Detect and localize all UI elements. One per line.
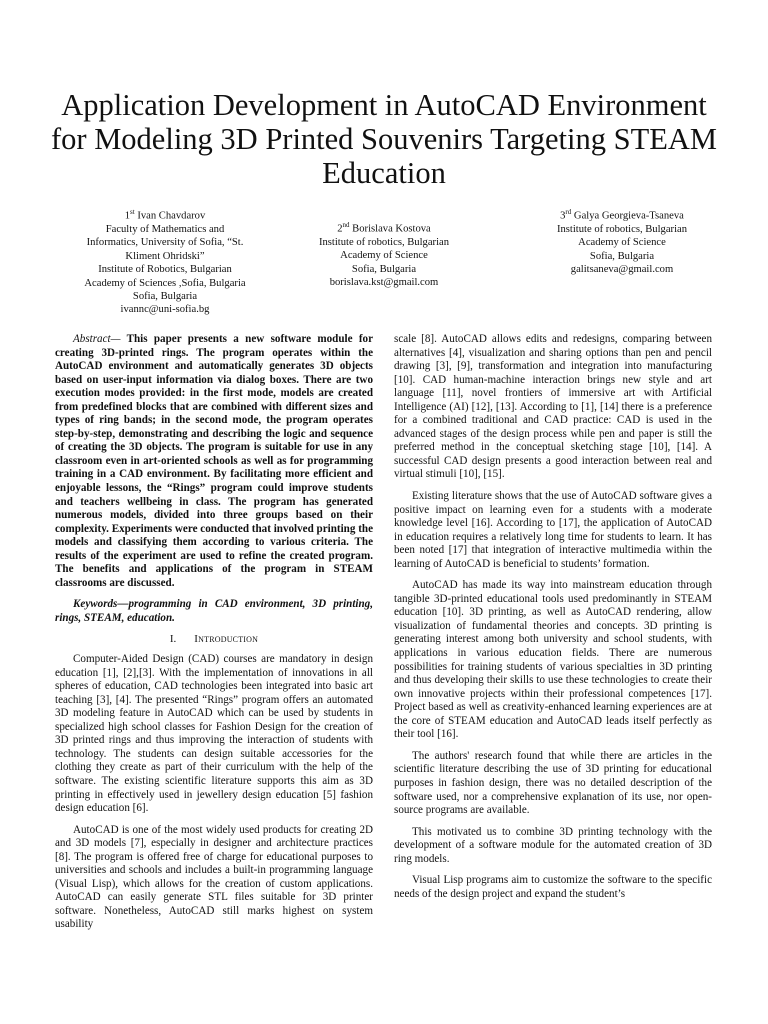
author-2-line: Sofia, Bulgaria	[351, 263, 417, 275]
right-column	[394, 333, 712, 909]
keywords-label: Keywords—	[73, 598, 129, 611]
author-1-line: Kliment Ohridski”	[125, 250, 205, 262]
body-paragraph: AutoCAD is one of the most widely used products for creating 2D and 3D models [7], especially in designer and architecture practices [8]. The program is offered free of charge for educational purposes to universities and schools and includes a built-in programming language (Visual Lisp), which allows for the creation of custom applications. AutoCAD can easily generate STL files suitable for 3D printer software. Nonetheless, AutoCAD still marks highest on system usability	[55, 823, 373, 931]
abstract	[55, 333, 373, 590]
left-column	[55, 333, 373, 940]
body-paragraph: scale [8]. AutoCAD allows edits and redesigns, comparing between alternatives [4], visualization and sharing options than pen and pencil drawing [3], [9], transformation and integration into manufacturing [10]. CAD human-machine interaction brings new style and art language [11], novel frontiers of immersive art with Artificial Intelligence (AI) [12], [13]. According to [1], [14] there is a preference for a combined traditional and CAD practice: CAD is used in the advanced stages of the design process while pen and paper is still the preferred method in the conceptual sketching stage [10], [14]. A successful CAD design presents a good interaction between real and virtual stimuli [10], [15].	[394, 333, 712, 481]
author-block-1	[52, 206, 278, 317]
author-block-2	[274, 219, 494, 290]
body-paragraph: This motivated us to combine 3D printing technology with the development of a software module for the automated creation of 3D ring models.	[394, 825, 712, 865]
author-1-line: Faculty of Mathematics and	[105, 223, 225, 235]
paper-title: Application Development in AutoCAD Environment for Modeling 3D Printed Souvenirs Targeting STEAM Education	[51, 88, 717, 190]
abstract-text: This paper presents a new software module for creating 3D-printed rings. The program operates within the AutoCAD environment and automatically generates 3D objects based on user-input information via dialog boxes. There are two execution modes provided: in the first mode, models are created from predefined blocks that are combined with different sizes and types of ring bands; in the second mode, the program operates step-by-step, demonstrating and describing the logic and sequence of creating the 3D objects. The program is suitable for use in any classroom even in art-oriented schools as well as for programming training in a CAD environment. By facilitating more efficient and enjoyable lessons, the “Rings” program could improve students and teachers wellbeing in class. The program has generated numerous models, divided into three groups based on their complexity. Experiments were conducted that involved printing the models and classifying them according to various criteria. The results of the experiment are used to refine the created program. The benefits and applications of the program in STEAM classrooms are discussed.	[55, 333, 373, 589]
author-1-line: Institute of Robotics, Bulgarian	[98, 264, 232, 276]
body-paragraph: Existing literature shows that the use of AutoCAD software gives a positive impact on learning even for a students with a moderate knowledge level [16]. According to [17], the application of AutoCAD in education requires a relatively long time for students to learn. It has been noted [17] that integration of interactive multimedia within the learning of AutoCAD is beneficial to students’ formation.	[394, 490, 712, 570]
section-title: Introduction	[194, 633, 259, 646]
section-heading-introduction	[55, 633, 373, 647]
body-paragraph: Computer-Aided Design (CAD) courses are mandatory in design education [1], [2],[3]. With the implementation of innovations in all spheres of education, CAD technologies been integrated into basic art teaching [3], [4]. The presented “Rings” program offers an automated 3D modeling feature in AutoCAD which can be used by students in specialized high school classes for Fashion Design for the creation of 3D printed rings and thus improving the interaction of students with technology. The students can design suitable accessories for the clothing they create as part of their curriculum with the help of the software. The existing scientific literature supports this aim as 3D printing in effectively used in jewellery design education [5] fashion design education [6].	[55, 653, 373, 815]
author-1-line: Academy of Sciences ,Sofia, Bulgaria	[84, 277, 246, 289]
body-paragraph: AutoCAD has made its way into mainstream education through tangible 3D-printed educational tools used predominantly in STEAM education [10]. 3D printing, as well as AutoCAD rendering, allow visualization of fundamental theories and concepts. 3D printing is generating interest among both university and school students, with applications in various education fields. There are numerous possibilities for training students of various specialties in 3D printing and thus developing their skills to use these technologies to create their own innovative projects within their professional competences [17]. Project based as well as creativity-enhanced learning experiences are at the core of STEAM education and AutoCAD leads itself perfectly as their tool [16].	[394, 579, 712, 741]
author-3-line: Academy of Science	[578, 237, 666, 249]
author-3-email: galitsaneva@gmail.com	[570, 264, 674, 276]
body-paragraph: Visual Lisp programs aim to customize the software to the specific needs of the design project and expand the student’s	[394, 874, 712, 900]
author-2-email: borislava.kst@gmail.com	[329, 277, 439, 289]
author-1-line: 1st Ivan Chavdarov	[124, 208, 206, 222]
author-block-3	[512, 206, 732, 277]
author-1-email: ivannc@uni-sofia.bg	[120, 304, 210, 316]
author-2-line: 2nd Borislava Kostova	[337, 221, 431, 235]
keywords	[55, 598, 373, 625]
body-paragraph: The authors' research found that while there are articles in the scientific literature describing the use of 3D printing for educational purposes in fashion design, there was no detailed description of the software used, nor a comprehensive explanation of its use, nor open-source programs are available.	[394, 749, 712, 817]
author-2-line: Academy of Science	[340, 250, 428, 262]
keywords-text: programming in CAD environment, 3D printing, rings, STEAM, education.	[55, 598, 373, 624]
author-1-line: Sofia, Bulgaria	[132, 290, 198, 302]
author-3-line: 3rd Galya Georgieva-Tsaneva	[560, 208, 684, 222]
author-3-line: Sofia, Bulgaria	[589, 250, 655, 262]
author-3-line: Institute of robotics, Bulgarian	[556, 223, 688, 235]
author-2-line: Institute of robotics, Bulgarian	[318, 236, 450, 248]
abstract-label: Abstract—	[73, 333, 121, 345]
author-1-line: Informatics, University of Sofia, “St.	[86, 237, 244, 249]
section-number: I.	[169, 633, 177, 646]
